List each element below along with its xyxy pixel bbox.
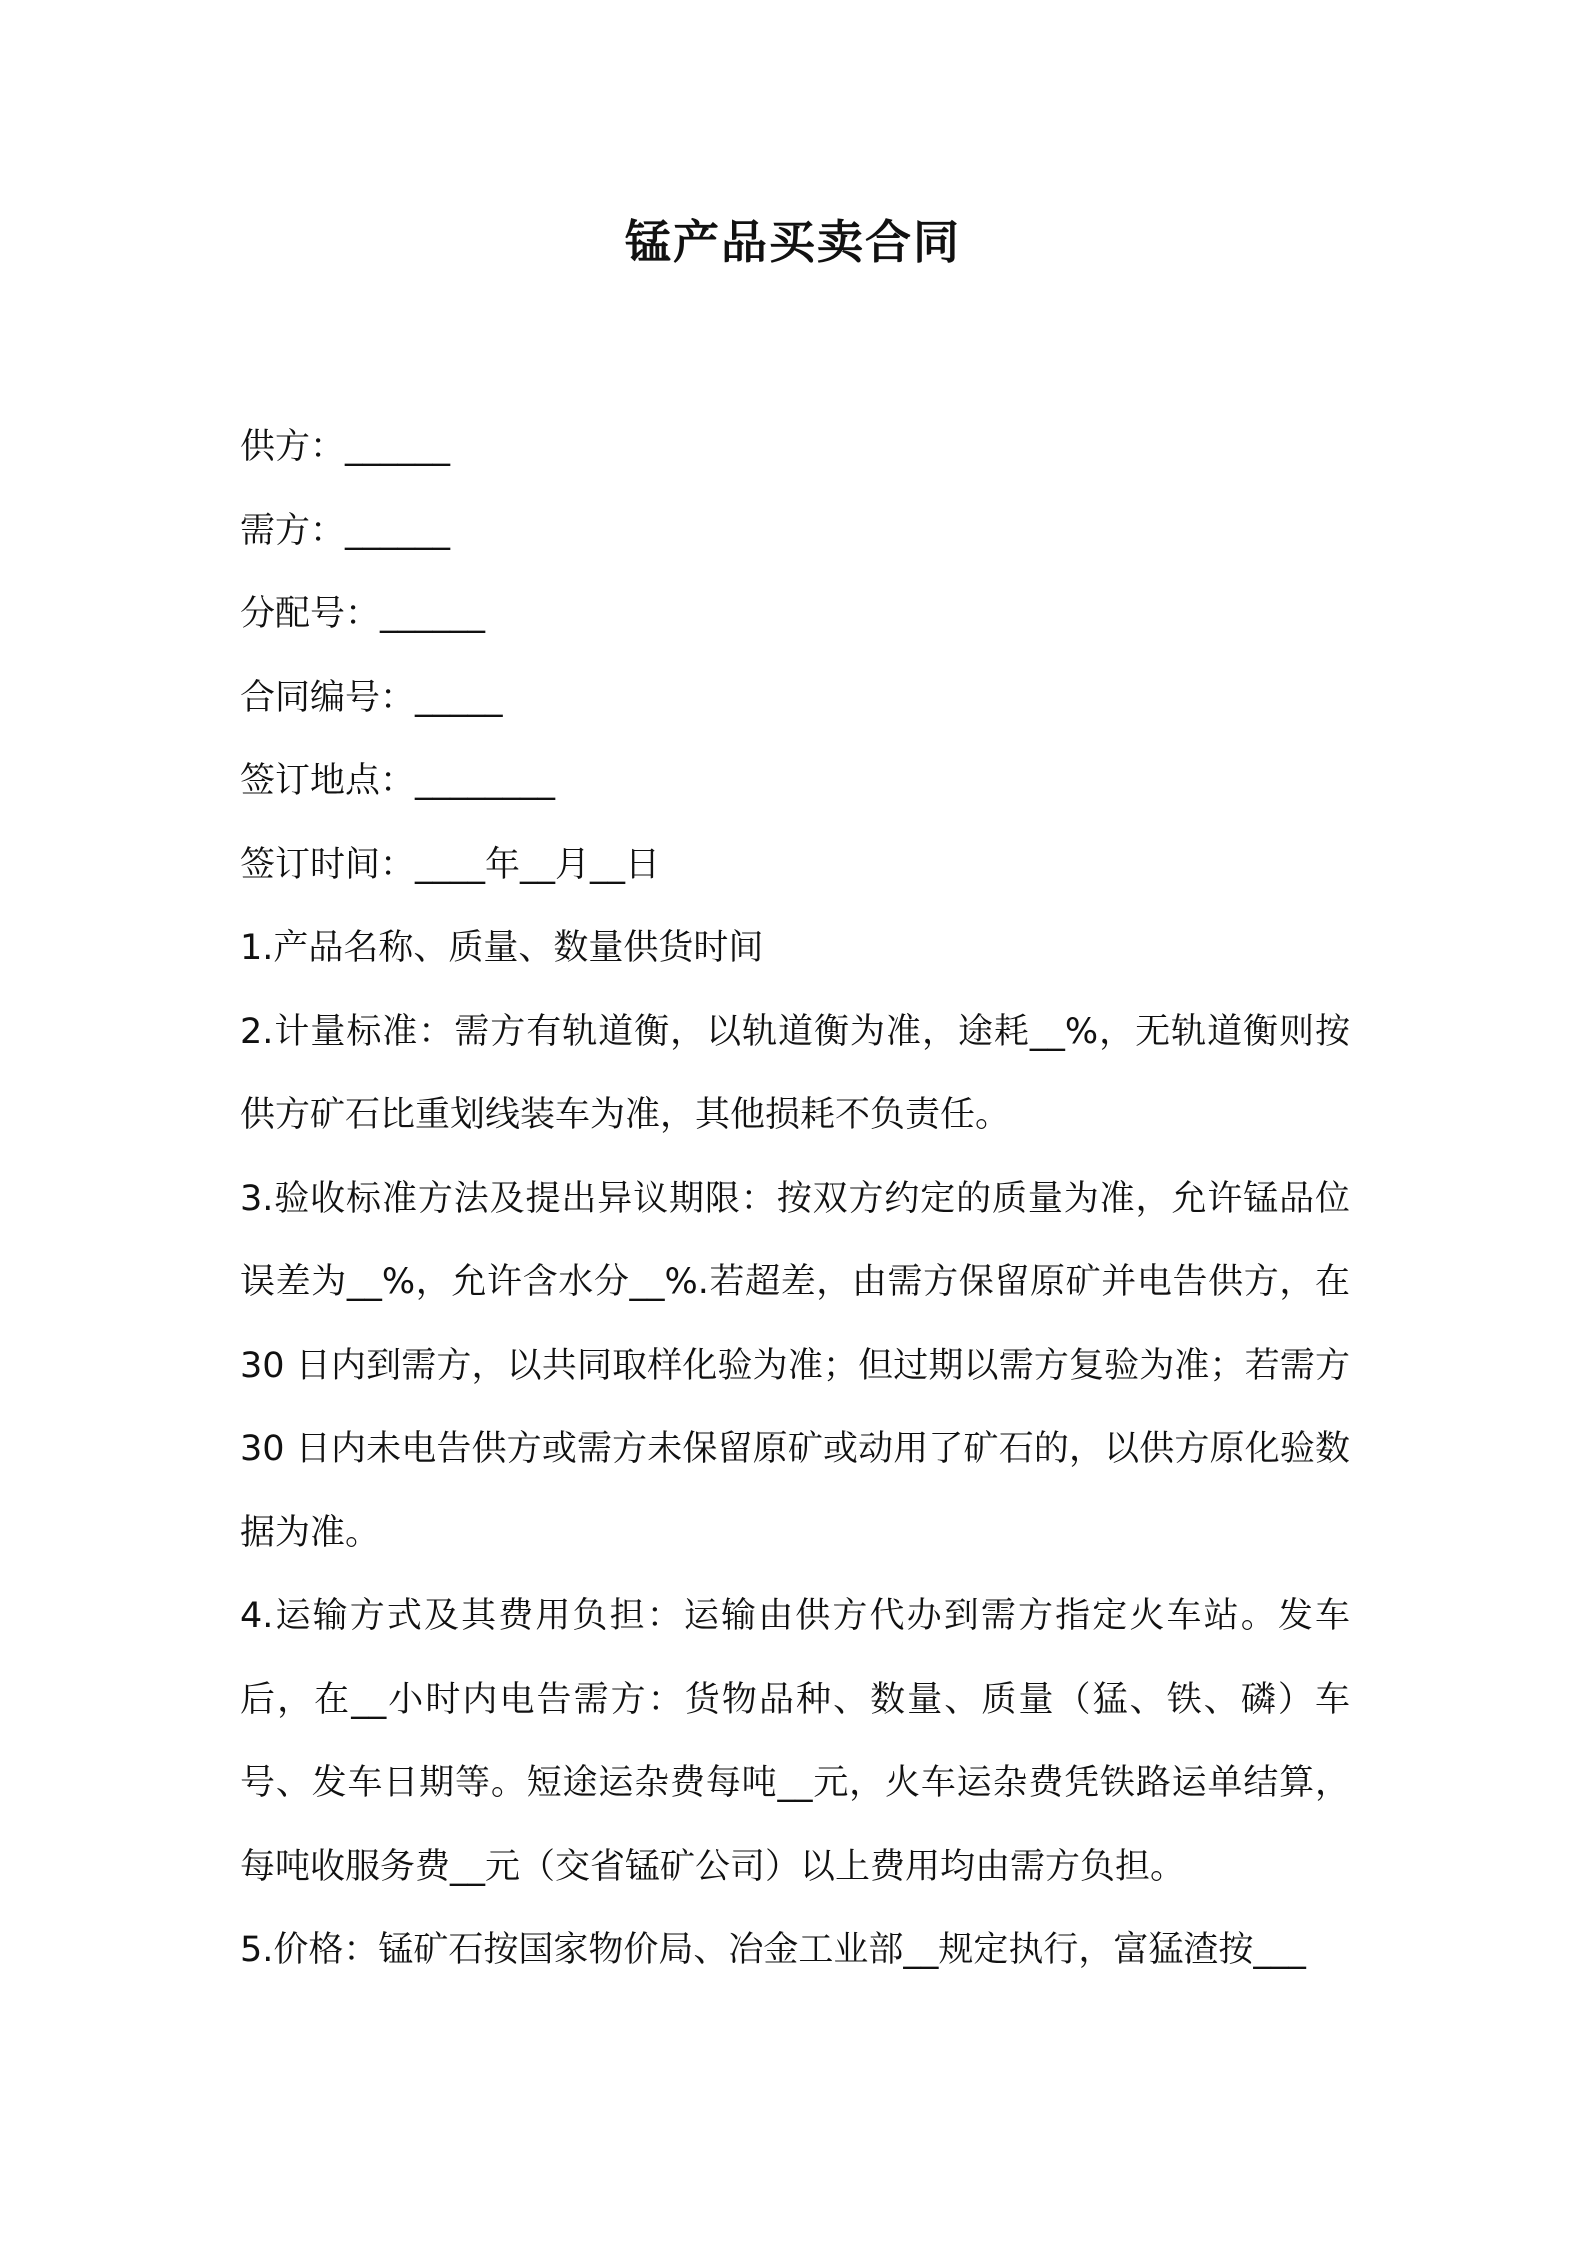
clause-4-transport: 4.运输方式及其费用负担：运输由供方代办到需方指定火车站。发车后，在__小时内电告需方：货物品种、数量、质量（猛、铁、磷）车号、发车日期等。短途运杂费每吨__元，火车运杂费凭铁路运单结算，每吨收服务费__元（交省锰矿公司）以上费用均由需方负担。 — [240, 1596, 1350, 1887]
buyer-field: 需方：______ — [240, 510, 451, 551]
document-body — [240, 406, 1350, 1993]
contract-number-field: 合同编号：_____ — [240, 677, 503, 718]
supplier-field: 供方：______ — [240, 427, 451, 467]
allocation-number-field: 分配号：______ — [240, 594, 486, 634]
document-title: 锰产品买卖合同 — [625, 215, 961, 269]
clause-1: 1.产品名称、质量、数量供货时间 — [240, 928, 764, 968]
signing-place-field: 签订地点：________ — [240, 761, 556, 801]
clause-2-measurement: 2.计量标准：需方有轨道衡，以轨道衡为准，途耗__%，无轨道衡则按供方矿石比重划线装车为准，其他损耗不负责任。 — [240, 1011, 1350, 1135]
signing-date-field: 签订时间：____年__月__日 — [240, 844, 661, 885]
clause-3-acceptance: 3.验收标准方法及提出异议期限：按双方约定的质量为准，允许锰品位误差为__%，允许含水分__%.若超差，由需方保留原矿并电告供方，在 30 日内到需方，以共同取样化验为准；但过期以需方复验为准；若需方 30 日内未电告供方或需方未保留原矿或动用了矿石的，以供方原化验数据为准。 — [240, 1178, 1350, 1553]
clause-5-price: 5.价格：锰矿石按国家物价局、冶金工业部__规定执行，富猛渣按___ — [240, 1930, 1306, 1970]
